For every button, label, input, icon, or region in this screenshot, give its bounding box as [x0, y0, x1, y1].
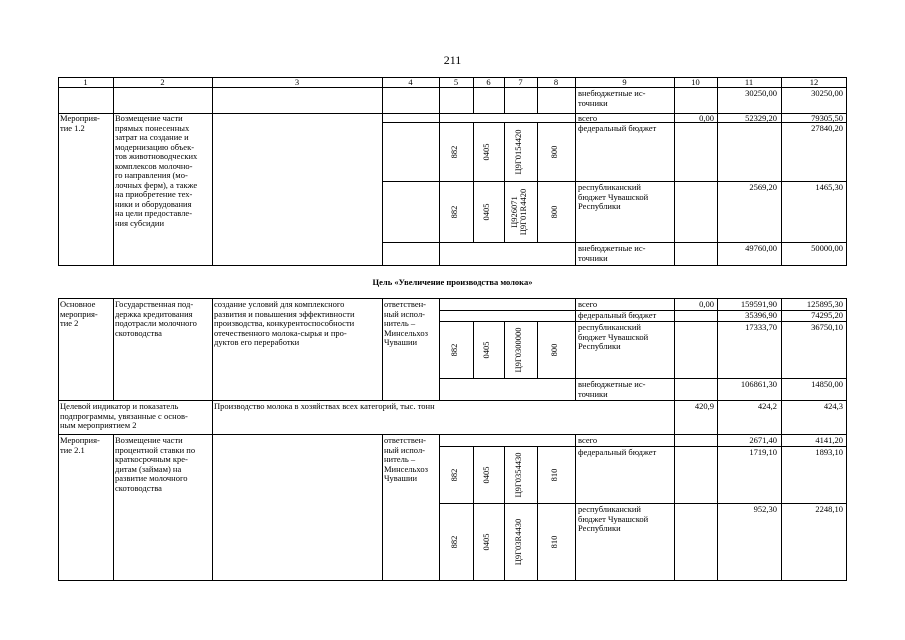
indicator-text: Производство молока в хозяйствах всех категорий, тыс. тонн [214, 402, 435, 411]
row-ext-top-c12: 30250,00 [811, 89, 843, 98]
measure-2-1-executor: ответствен- ный испол- нитель – Минсельхоз Чувашии [384, 436, 428, 483]
b3-fed-vr: 810 [549, 468, 559, 482]
b1-total-c11: 52329,20 [745, 114, 777, 123]
header-col-8: 8 [553, 78, 559, 87]
indicator-c10: 420,9 [694, 402, 714, 411]
header-col-6: 6 [486, 78, 491, 87]
b2-total-c12: 125895,30 [806, 300, 843, 309]
indicator-label: Целевой индикатор и показатель подпрограммы, увязанные с основ- ным мероприятием 2 [60, 402, 188, 430]
b1-rep-source: республиканский бюджет Чувашской Республики [578, 183, 649, 211]
header-col-9: 9 [622, 78, 627, 87]
b3-rep-csr: Ц9Г03R4430 [513, 518, 523, 566]
b1-fed-c12: 27840,20 [811, 124, 843, 133]
b2-ext-c11: 106861,30 [740, 380, 777, 389]
header-col-10: 10 [691, 78, 700, 87]
b3-fed-c12: 1893,10 [815, 448, 843, 457]
measure-2-1-label: Мероприя- тие 2.1 [60, 436, 100, 455]
b2-ext-source: внебюджетные ис- точники [578, 380, 646, 399]
b1-fed-csr: Ц9Г0154420 [513, 129, 523, 175]
header-col-11: 11 [744, 78, 754, 87]
b1-total-c10: 0,00 [699, 114, 714, 123]
b3-fed-c11: 1719,10 [749, 448, 777, 457]
header-col-4: 4 [408, 78, 413, 87]
b3-total-c12: 4141,20 [815, 436, 843, 445]
b1-ext-source: внебюджетные ис- точники [578, 244, 646, 263]
b1-fed-source: федеральный бюджет [578, 124, 657, 133]
row-ext-top-source: внебюджетные ис- точники [578, 89, 646, 108]
main-measure-2-purpose: создание условий для комплексного развития и повышения эффективности производства, конкурентоспособности отечественного молока-сырья и про- дуктов его переработки [214, 300, 355, 347]
b3-fed-source: федеральный бюджет [578, 448, 657, 457]
b3-rep-c12: 2248,10 [815, 505, 843, 514]
main-measure-2-executor: ответствен- ный испол- нитель – Минсельхоз Чувашии [384, 300, 428, 347]
b1-ext-c12: 50000,00 [811, 244, 843, 253]
main-measure-2-label: Основное мероприя- тие 2 [60, 300, 98, 328]
page-number: 211 [443, 53, 462, 67]
b2-rep-c12: 36750,10 [811, 323, 843, 332]
indicator-c11: 424,2 [757, 402, 777, 411]
b1-rep-grbs: 882 [449, 205, 459, 219]
b3-fed-rz: 0405 [481, 466, 491, 484]
b3-rep-c11: 952,30 [753, 505, 777, 514]
b1-fed-grbs: 882 [449, 145, 459, 159]
b3-fed-csr: Ц9Г0354430 [513, 452, 523, 498]
b2-total-c10: 0,00 [699, 300, 714, 309]
b2-rep-csr: Ц9Г0300000 [513, 327, 523, 373]
b1-rep-c11: 2569,20 [749, 183, 777, 192]
b3-total-c11: 2671,40 [749, 436, 777, 445]
b2-ext-c12: 14850,00 [811, 380, 843, 389]
b2-rep-rz: 0405 [481, 341, 491, 359]
row-ext-top-c11: 30250,00 [745, 89, 777, 98]
b1-total-source: всего [578, 114, 598, 123]
b3-rep-source: республиканский бюджет Чувашской Республики [578, 505, 649, 533]
b3-rep-vr: 810 [549, 535, 559, 549]
indicator-c12: 424,3 [823, 402, 843, 411]
b2-fed-c12: 74295,20 [811, 311, 843, 320]
b2-fed-source: федеральный бюджет [578, 311, 657, 320]
b2-rep-grbs: 882 [449, 343, 459, 357]
b1-fed-rz: 0405 [481, 143, 491, 161]
measure-1-2-name: Возмещение части прямых понесенных затрат на создание и модернизацию объек- тов животноводческих комплексов молочно- го направления (мо- лочных ферм), а также на приобретение тех- ники и оборудования на цели предоставле- ния субсидии [115, 114, 198, 228]
b3-fed-grbs: 882 [449, 468, 459, 482]
b1-ext-c11: 49760,00 [745, 244, 777, 253]
b2-rep-source: республиканский бюджет Чувашской Республики [578, 323, 649, 351]
b3-total-source: всего [578, 436, 598, 445]
header-col-2: 2 [160, 78, 165, 87]
b3-rep-grbs: 882 [449, 535, 459, 549]
b2-rep-c11: 17333,70 [745, 323, 777, 332]
b1-rep-rz: 0405 [481, 203, 491, 221]
header-col-12: 12 [809, 78, 819, 87]
b3-rep-rz: 0405 [481, 533, 491, 551]
b1-rep-vr: 800 [549, 205, 559, 219]
header-col-3: 3 [294, 78, 300, 87]
goal-title: Цель «Увеличение производства молока» [372, 277, 533, 287]
b1-rep-csr: Ц926071 Ц9Г01R4420 [509, 188, 528, 236]
measure-2-1-name: Возмещение части процентной ставки по краткосрочным кре- дитам (займам) на развитие молочного скотоводства [115, 436, 196, 493]
header-col-1: 1 [83, 78, 88, 87]
header-col-7: 7 [518, 78, 523, 87]
b2-fed-c11: 35396,90 [745, 311, 777, 320]
measure-1-2-label: Мероприя- тие 1.2 [60, 114, 100, 133]
b2-total-source: всего [578, 300, 598, 309]
b1-total-c12: 79305,50 [811, 114, 843, 123]
b1-fed-vr: 800 [549, 145, 559, 159]
b2-total-c11: 159591,90 [740, 300, 777, 309]
header-col-5: 5 [453, 78, 459, 87]
b1-rep-c12: 1465,30 [815, 183, 843, 192]
main-measure-2-name: Государственная под- держка кредитования подотрасли молочного скотоводства [115, 300, 197, 338]
b2-rep-vr: 800 [549, 343, 559, 357]
